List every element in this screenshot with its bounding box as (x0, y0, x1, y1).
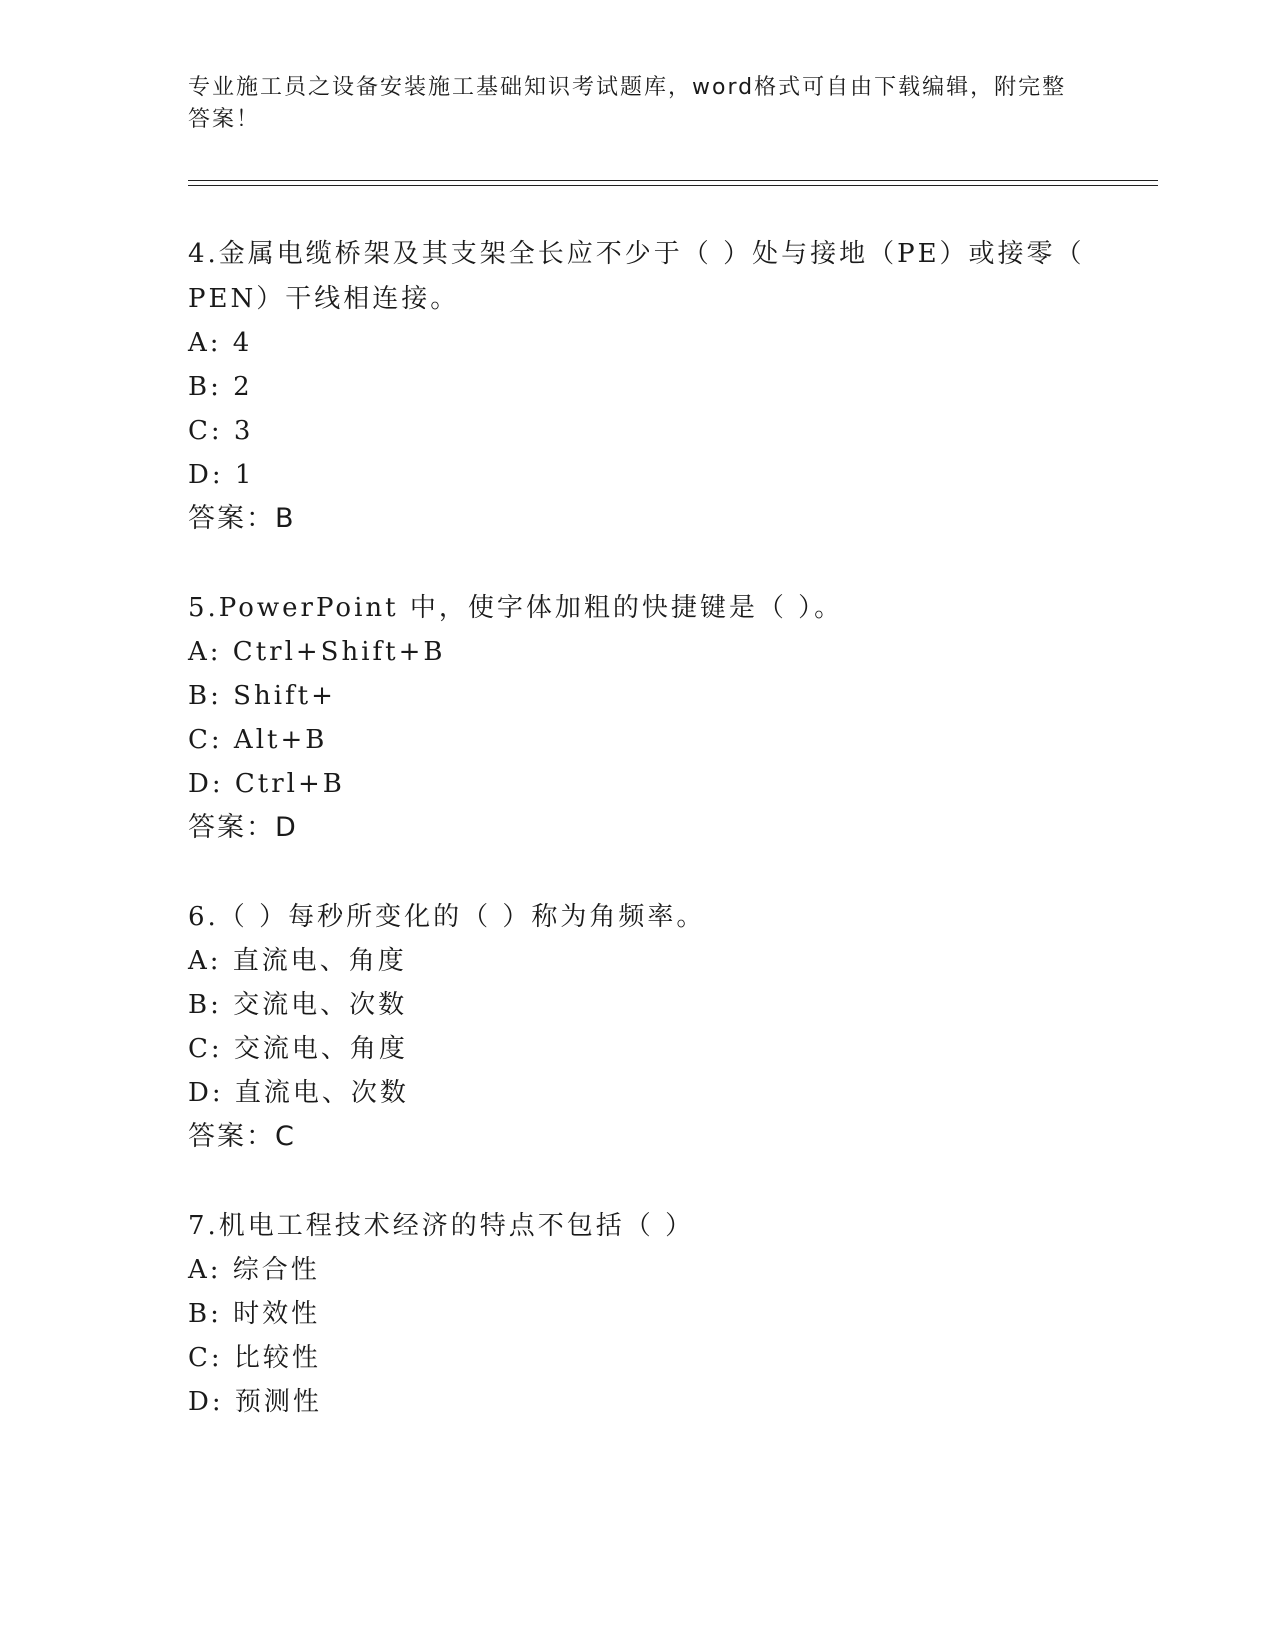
question-5-option-d: D: Ctrl+B (188, 769, 345, 799)
question-6-option-c: C: 交流电、角度 (188, 1034, 408, 1064)
question-6-answer: 答案：C (188, 1121, 296, 1152)
question-7-option-c: C: 比较性 (188, 1343, 321, 1373)
question-4-option-d: D: 1 (188, 460, 255, 490)
question-5-option-c: C: Alt+B (188, 725, 328, 755)
question-5-stem: 5.PowerPoint 中，使字体加粗的快捷键是（ ）。 (188, 593, 844, 623)
header-rule-top (188, 180, 1158, 181)
question-6-option-a: A: 直流电、角度 (188, 946, 407, 976)
question-4-stem-line2: PEN）干线相连接。 (188, 284, 460, 314)
question-7-option-b: B: 时效性 (188, 1299, 321, 1329)
question-4-answer: 答案：B (188, 503, 296, 534)
document-header: 专业施工员之设备安装施工基础知识考试题库，word格式可自由下载编辑，附完整答案！ (188, 75, 1067, 132)
question-5-answer: 答案：D (188, 812, 298, 843)
question-5-option-b: B: Shift+ (188, 681, 336, 711)
question-6-option-d: D: 直流电、次数 (188, 1078, 409, 1108)
question-7-option-d: D: 预测性 (188, 1387, 322, 1417)
question-7-stem: 7.机电工程技术经济的特点不包括（ ） (188, 1211, 695, 1241)
question-6-option-b: B: 交流电、次数 (188, 990, 408, 1020)
question-6-stem: 6.（ ）每秒所变化的（ ）称为角频率。 (188, 902, 706, 932)
question-4-option-c: C: 3 (188, 416, 254, 446)
question-5-option-a: A: Ctrl+Shift+B (188, 637, 446, 667)
question-4-option-b: B: 2 (188, 372, 253, 402)
question-4-option-a: A: 4 (188, 328, 253, 358)
header-rule-bottom (188, 185, 1158, 186)
question-7-option-a: A: 综合性 (188, 1255, 320, 1285)
question-4-stem-line1: 4.金属电缆桥架及其支架全长应不少于（ ）处与接地（PE）或接零（ (188, 239, 1085, 269)
